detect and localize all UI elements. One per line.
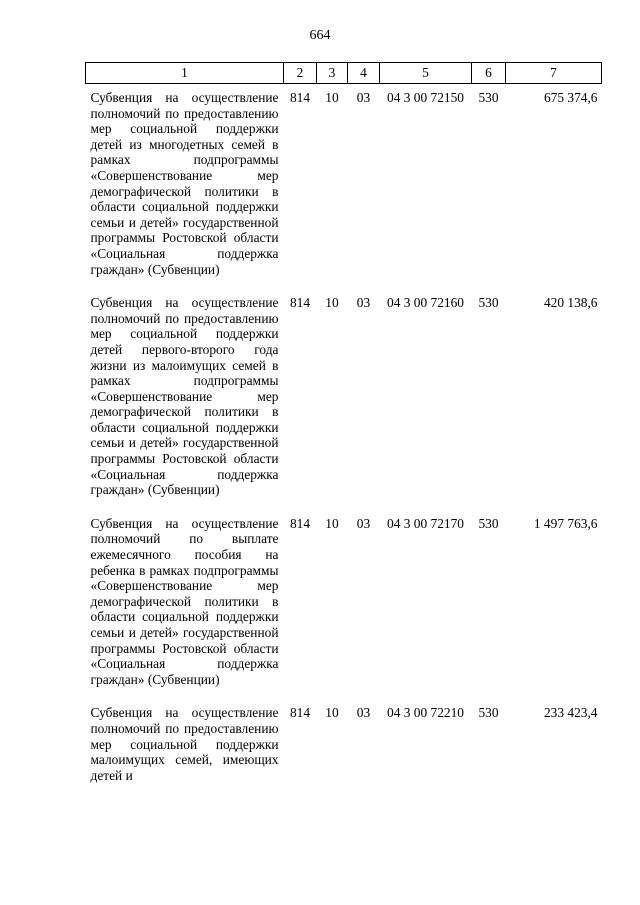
column-header-1: 1: [86, 63, 284, 84]
row-amount: 1 497 763,6: [533, 515, 598, 531]
row-section-code: 10: [325, 90, 339, 105]
column-header-6: 6: [472, 63, 506, 84]
row-description: Субвенция на осуществление полномочий по предоставлению мер социальной поддержки детей из многодетных семей в рамках подпрограммы «Совершенствование мер демографической политики в области социальной поддержки семьи и детей» государственной программы Ростовской области «Социальная поддержка граждан» (Субвенции): [90, 90, 279, 277]
row-target-article: 04 3 00 72210: [387, 705, 464, 721]
column-header-3: 3: [317, 63, 348, 84]
row-target-article: 04 3 00 72160: [387, 295, 464, 311]
row-subsection-code: 03: [356, 515, 371, 531]
column-header-5: 5: [380, 63, 472, 84]
column-header-2: 2: [284, 63, 317, 84]
row-description: Субвенция на осуществление полномочий по предоставлению мер социальной поддержки детей первого-второго года жизни из малоимущих семей в рамках подпрограммы «Совершенствование мер демографической политики в области социальной поддержки семьи и детей» государственной программы Ростовской области «Социальная поддержка граждан» (Субвенции): [90, 295, 279, 498]
table-row: [86, 84, 602, 290]
row-ministry-code: 814: [289, 295, 311, 311]
row-section-code: 10: [325, 705, 339, 721]
table-row: [86, 510, 602, 700]
column-header-7: 7: [506, 63, 602, 84]
row-expense-type: 530: [478, 705, 499, 721]
row-section-code: 10: [325, 515, 339, 531]
budget-table: [85, 62, 602, 795]
row-subsection-code: 03: [356, 295, 371, 311]
page-number: 664: [309, 28, 331, 43]
row-expense-type: 530: [478, 295, 499, 311]
row-amount: 420 138,6: [543, 295, 598, 311]
row-section-code: 10: [325, 295, 339, 311]
row-amount: 233 423,4: [543, 705, 598, 721]
row-description: Субвенция на осуществление полномочий по выплате ежемесячного пособия на ребенка в рамках подпрограммы «Совершенствование мер демографической политики в области социальной поддержки семьи и детей» государственной программы Ростовской области «Социальная поддержка граждан» (Субвенции): [90, 515, 279, 687]
row-subsection-code: 03: [356, 90, 371, 105]
row-target-article: 04 3 00 72170: [387, 515, 464, 531]
column-header-4: 4: [348, 63, 380, 84]
table-row: [86, 699, 602, 795]
row-ministry-code: 814: [289, 515, 311, 531]
row-ministry-code: 814: [289, 90, 311, 105]
row-subsection-code: 03: [356, 705, 371, 721]
row-amount: 675 374,6: [543, 90, 598, 105]
table-row: [86, 289, 602, 510]
row-target-article: 04 3 00 72150: [387, 90, 464, 105]
row-expense-type: 530: [478, 515, 499, 531]
row-ministry-code: 814: [289, 705, 311, 721]
row-description: Субвенция на осуществление полномочий по предоставлению мер социальной поддержки малоимущих семей, имеющих детей и: [90, 705, 279, 783]
row-expense-type: 530: [478, 90, 499, 105]
table-header-row: [86, 63, 602, 84]
